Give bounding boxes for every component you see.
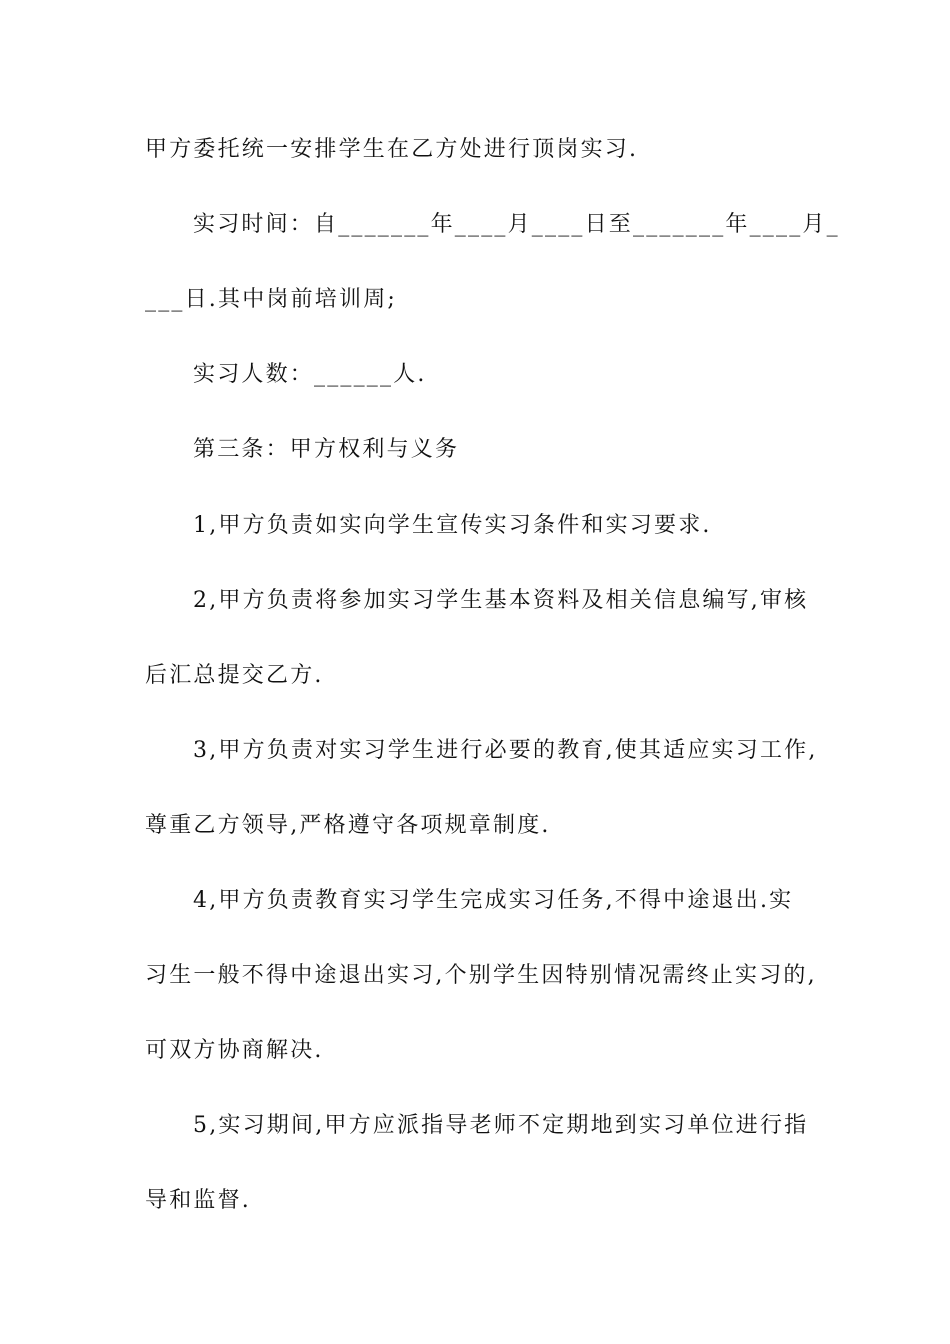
paragraph-line-1: 甲方委托统一安排学生在乙方处进行顶岗实习. (145, 137, 639, 162)
clause-5-line-1: 5,实习期间,甲方应派指导老师不定期地到实习单位进行指 (193, 1113, 809, 1138)
clause-1-line: 1,甲方负责如实向学生宣传实习条件和实习要求. (193, 513, 712, 538)
internship-time-line: 实习时间：自_______年____月____日至_______年____月_ (193, 212, 840, 237)
clause-5-line-2: 导和监督. (145, 1188, 251, 1213)
intern-count-line: 实习人数：______人. (193, 362, 427, 387)
clause-4-line-3: 可双方协商解决. (145, 1038, 324, 1063)
clause-4-line-1: 4,甲方负责教育实习学生完成实习任务,不得中途退出.实 (193, 888, 794, 913)
clause-3-line-1: 3,甲方负责对实习学生进行必要的教育,使其适应实习工作, (193, 738, 818, 763)
clause-4-line-2: 习生一般不得中途退出实习,个别学生因特别情况需终止实习的, (145, 963, 817, 988)
clause-2-line-2: 后汇总提交乙方. (145, 663, 324, 688)
internship-time-continuation: ___日.其中岗前培训周; (145, 287, 398, 312)
clause-2-line-1: 2,甲方负责将参加实习学生基本资料及相关信息编写,审核 (193, 588, 809, 613)
section-title: 第三条：甲方权利与义务 (193, 437, 460, 462)
clause-3-line-2: 尊重乙方领导,严格遵守各项规章制度. (145, 813, 551, 838)
